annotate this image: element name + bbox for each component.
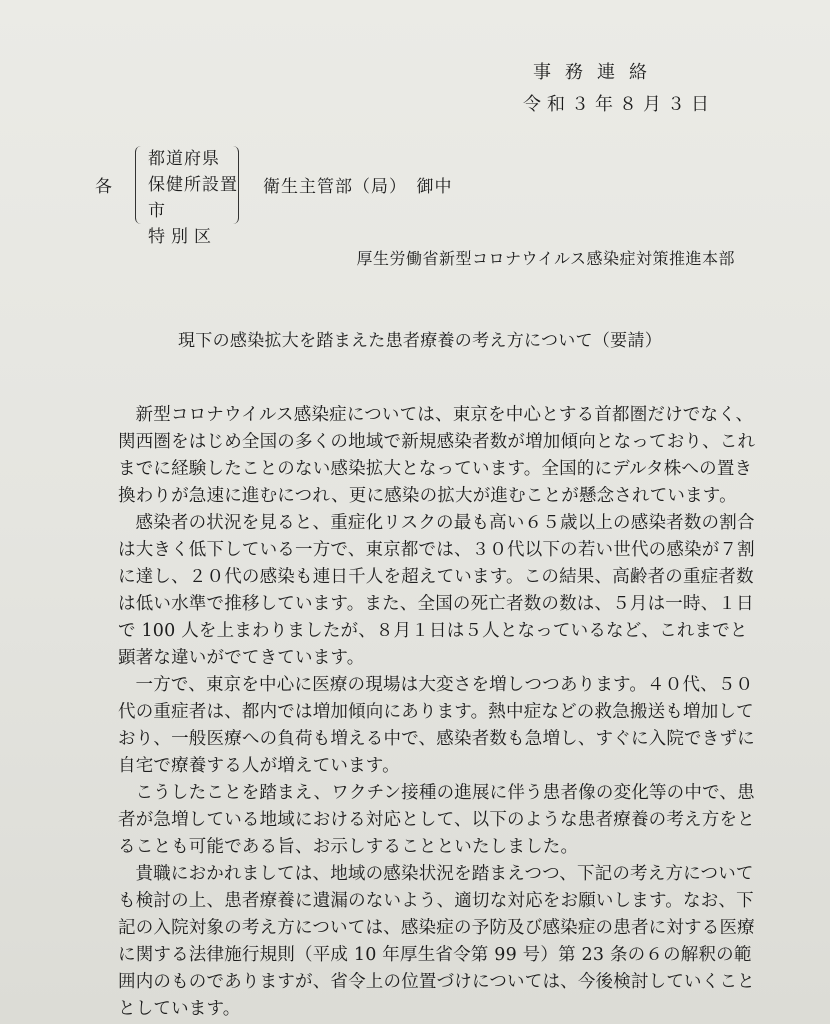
paragraph: 新型コロナウイルス感染症については、東京を中心とする首都圏だけでなく、関西圏をはじめ全国の多くの地域で新規感染者数が増加傾向となっており、これまでに経験したことのない感染拡大となっています。全国的にデルタ株への置き換わりが急速に進むにつれ、更に感染の拡大が進むことが懸念されています。 bbox=[118, 405, 756, 506]
document-title: 現下の感染拡大を踏まえた患者療養の考え方について（要請） bbox=[178, 331, 663, 351]
show-through-text bbox=[150, 95, 514, 115]
body-text bbox=[118, 402, 758, 1023]
paragraph: 感染者の状況を見ると、重症化リスクの最も高い６５歳以上の感染者数の割合は大きく低下している一方で、東京都では、３０代以下の若い世代の感染が７割に達し、２０代の感染も連日千人を超えています。この結果、高齢者の重症者数は低い水準で推移しています。また、全国の死亡者数の数は、５月は一時、１日で 100 人を上まわりましたが、８月１日は５人となっているなど、これまでと顕著な違いがでてきています。 bbox=[118, 513, 755, 668]
document-type: 事務連絡 bbox=[533, 62, 661, 83]
paragraph: 貴職におかれましては、地域の感染状況を踏まえつつ、下記の考え方についても検討の上、患者療養に遺漏のないよう、適切な対応をお願いします。なお、下記の入院対象の考え方については、感染症の予防及び感染症の患者に対する医療に関する法律施行規則（平成 10 年厚生省令第 99 号）第 23 条の６の解釈の範囲内のものでありますが、省令上の位置づけについては、今後検討していくこととしています。 bbox=[118, 864, 755, 1019]
recipient-special-wards: 特別区 bbox=[148, 227, 217, 247]
document-date: 令和３年８月３日 bbox=[523, 94, 715, 115]
header-block bbox=[523, 58, 715, 116]
sender: 厚生労働省新型コロナウイルス感染症対策推進本部 bbox=[356, 249, 735, 268]
recipient-health-center-cities: 保健所設置市 bbox=[148, 175, 238, 221]
paragraph: こうしたことを踏まえ、ワクチン接種の進展に伴う患者像の変化等の中で、患者が急増している地域における対応として、以下のような患者療養の考え方をとることも可能である旨、お示しすることといたしました。 bbox=[118, 783, 755, 857]
recipient-prefectures: 都道府県 bbox=[148, 149, 220, 169]
recipient-department: 衛生主管部（局） 御中 bbox=[263, 177, 453, 197]
paragraph: 一方で、東京を中心に医療の現場は大変さを増しつつあります。４０代、５０代の重症者は、都内では増加傾向にあります。熱中症などの救急搬送も増加しており、一般医療への負荷も増える中で、感染者数も急増し、すぐに入院できずに自宅で療養する人が増えています。 bbox=[118, 675, 755, 776]
recipient-bracket bbox=[135, 146, 239, 247]
addressee-prefix: 各 bbox=[95, 177, 112, 197]
